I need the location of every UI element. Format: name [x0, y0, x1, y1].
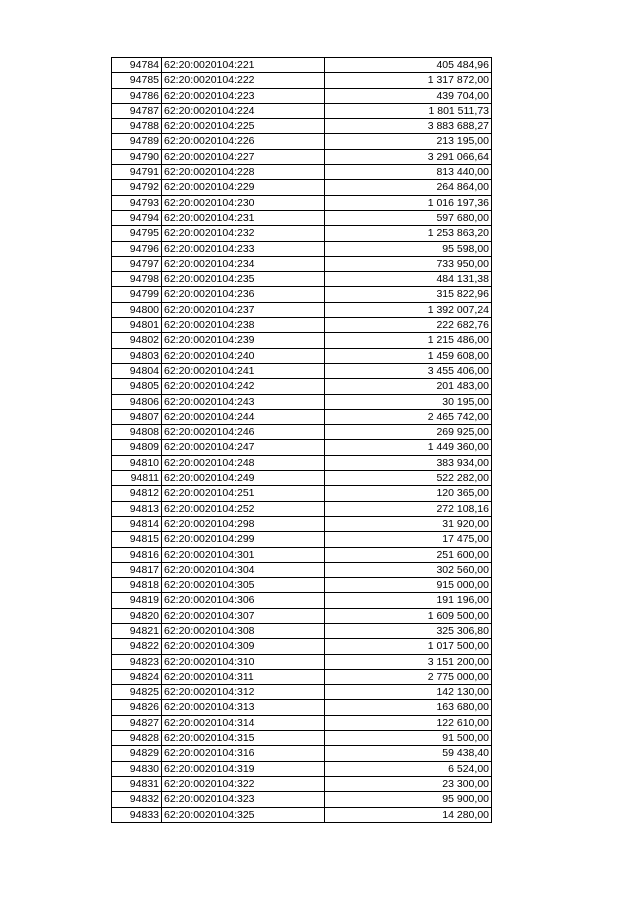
- table-row: [112, 363, 492, 378]
- table-row: [112, 455, 492, 470]
- cadastral-number-cell: 62:20:0020104:231: [162, 210, 325, 225]
- table-row: [112, 73, 492, 88]
- value-cell: 213 195,00: [325, 134, 492, 149]
- table-row: [112, 226, 492, 241]
- value-cell: 1 801 511,73: [325, 103, 492, 118]
- value-cell: 23 300,00: [325, 776, 492, 791]
- cadastral-number-cell: 62:20:0020104:309: [162, 639, 325, 654]
- row-id-cell: 94824: [112, 669, 162, 684]
- cadastral-number-cell: 62:20:0020104:313: [162, 700, 325, 715]
- table-row: [112, 654, 492, 669]
- table-row: [112, 149, 492, 164]
- row-id-cell: 94811: [112, 471, 162, 486]
- cadastral-number-cell: 62:20:0020104:247: [162, 440, 325, 455]
- cadastral-number-cell: 62:20:0020104:236: [162, 287, 325, 302]
- table-row: [112, 58, 492, 73]
- cadastral-number-cell: 62:20:0020104:325: [162, 807, 325, 822]
- value-cell: 269 925,00: [325, 425, 492, 440]
- cadastral-number-cell: 62:20:0020104:241: [162, 363, 325, 378]
- cadastral-number-cell: 62:20:0020104:225: [162, 119, 325, 134]
- row-id-cell: 94823: [112, 654, 162, 669]
- value-cell: 405 484,96: [325, 58, 492, 73]
- table-row: [112, 180, 492, 195]
- cadastral-number-cell: 62:20:0020104:298: [162, 516, 325, 531]
- row-id-cell: 94786: [112, 88, 162, 103]
- row-id-cell: 94791: [112, 165, 162, 180]
- row-id-cell: 94806: [112, 394, 162, 409]
- table-row: [112, 486, 492, 501]
- row-id-cell: 94803: [112, 348, 162, 363]
- row-id-cell: 94821: [112, 623, 162, 638]
- row-id-cell: 94809: [112, 440, 162, 455]
- table-row: [112, 302, 492, 317]
- cadastral-number-cell: 62:20:0020104:233: [162, 241, 325, 256]
- table-row: [112, 119, 492, 134]
- table-row: [112, 103, 492, 118]
- cadastral-number-cell: 62:20:0020104:306: [162, 593, 325, 608]
- value-cell: 31 920,00: [325, 516, 492, 531]
- value-cell: 1 317 872,00: [325, 73, 492, 88]
- value-cell: 315 822,96: [325, 287, 492, 302]
- row-id-cell: 94822: [112, 639, 162, 654]
- value-cell: 30 195,00: [325, 394, 492, 409]
- row-id-cell: 94794: [112, 210, 162, 225]
- cadastral-number-cell: 62:20:0020104:304: [162, 562, 325, 577]
- value-cell: 201 483,00: [325, 379, 492, 394]
- value-cell: 1 449 360,00: [325, 440, 492, 455]
- row-id-cell: 94826: [112, 700, 162, 715]
- value-cell: 813 440,00: [325, 165, 492, 180]
- value-cell: 122 610,00: [325, 715, 492, 730]
- table-row: [112, 134, 492, 149]
- table-row: [112, 578, 492, 593]
- row-id-cell: 94793: [112, 195, 162, 210]
- value-cell: 1 016 197,36: [325, 195, 492, 210]
- value-cell: 142 130,00: [325, 685, 492, 700]
- row-id-cell: 94804: [112, 363, 162, 378]
- value-cell: 3 455 406,00: [325, 363, 492, 378]
- table-row: [112, 593, 492, 608]
- value-cell: 597 680,00: [325, 210, 492, 225]
- cadastral-number-cell: 62:20:0020104:234: [162, 256, 325, 271]
- cadastral-number-cell: 62:20:0020104:242: [162, 379, 325, 394]
- row-id-cell: 94796: [112, 241, 162, 256]
- cadastral-number-cell: 62:20:0020104:239: [162, 333, 325, 348]
- table-row: [112, 394, 492, 409]
- value-cell: 1 215 486,00: [325, 333, 492, 348]
- value-cell: 95 598,00: [325, 241, 492, 256]
- cadastral-number-cell: 62:20:0020104:230: [162, 195, 325, 210]
- cadastral-number-cell: 62:20:0020104:222: [162, 73, 325, 88]
- row-id-cell: 94805: [112, 379, 162, 394]
- table-row: [112, 287, 492, 302]
- cadastral-number-cell: 62:20:0020104:249: [162, 471, 325, 486]
- value-cell: 17 475,00: [325, 532, 492, 547]
- cadastral-number-cell: 62:20:0020104:240: [162, 348, 325, 363]
- value-cell: 222 682,76: [325, 318, 492, 333]
- value-cell: 272 108,16: [325, 501, 492, 516]
- value-cell: 163 680,00: [325, 700, 492, 715]
- table-row: [112, 685, 492, 700]
- table-row: [112, 761, 492, 776]
- value-cell: 3 291 066,64: [325, 149, 492, 164]
- value-cell: 915 000,00: [325, 578, 492, 593]
- row-id-cell: 94798: [112, 272, 162, 287]
- table-row: [112, 715, 492, 730]
- value-cell: 191 196,00: [325, 593, 492, 608]
- cadastral-number-cell: 62:20:0020104:305: [162, 578, 325, 593]
- table-body: [112, 58, 492, 823]
- row-id-cell: 94817: [112, 562, 162, 577]
- row-id-cell: 94797: [112, 256, 162, 271]
- table-row: [112, 700, 492, 715]
- cadastral-number-cell: 62:20:0020104:243: [162, 394, 325, 409]
- table-row: [112, 333, 492, 348]
- table-row: [112, 165, 492, 180]
- table-row: [112, 272, 492, 287]
- cadastral-number-cell: 62:20:0020104:223: [162, 88, 325, 103]
- value-cell: 59 438,40: [325, 746, 492, 761]
- cadastral-number-cell: 62:20:0020104:299: [162, 532, 325, 547]
- value-cell: 1 609 500,00: [325, 608, 492, 623]
- value-cell: 3 151 200,00: [325, 654, 492, 669]
- cadastral-number-cell: 62:20:0020104:323: [162, 792, 325, 807]
- value-cell: 264 864,00: [325, 180, 492, 195]
- table-row: [112, 516, 492, 531]
- cadastral-number-cell: 62:20:0020104:246: [162, 425, 325, 440]
- cadastral-value-table: [111, 57, 492, 823]
- row-id-cell: 94813: [112, 501, 162, 516]
- row-id-cell: 94810: [112, 455, 162, 470]
- cadastral-number-cell: 62:20:0020104:319: [162, 761, 325, 776]
- row-id-cell: 94827: [112, 715, 162, 730]
- table-row: [112, 348, 492, 363]
- table-row: [112, 639, 492, 654]
- table-row: [112, 807, 492, 822]
- row-id-cell: 94800: [112, 302, 162, 317]
- row-id-cell: 94799: [112, 287, 162, 302]
- row-id-cell: 94832: [112, 792, 162, 807]
- table-row: [112, 501, 492, 516]
- row-id-cell: 94787: [112, 103, 162, 118]
- row-id-cell: 94785: [112, 73, 162, 88]
- value-cell: 91 500,00: [325, 731, 492, 746]
- value-cell: 1 253 863,20: [325, 226, 492, 241]
- cadastral-number-cell: 62:20:0020104:312: [162, 685, 325, 700]
- cadastral-number-cell: 62:20:0020104:251: [162, 486, 325, 501]
- cadastral-number-cell: 62:20:0020104:248: [162, 455, 325, 470]
- value-cell: 522 282,00: [325, 471, 492, 486]
- row-id-cell: 94818: [112, 578, 162, 593]
- cadastral-number-cell: 62:20:0020104:232: [162, 226, 325, 241]
- value-cell: 14 280,00: [325, 807, 492, 822]
- value-cell: 1 017 500,00: [325, 639, 492, 654]
- cadastral-number-cell: 62:20:0020104:226: [162, 134, 325, 149]
- table-row: [112, 256, 492, 271]
- table-row: [112, 746, 492, 761]
- cadastral-number-cell: 62:20:0020104:237: [162, 302, 325, 317]
- value-cell: 439 704,00: [325, 88, 492, 103]
- row-id-cell: 94801: [112, 318, 162, 333]
- row-id-cell: 94833: [112, 807, 162, 822]
- cadastral-number-cell: 62:20:0020104:235: [162, 272, 325, 287]
- table-row: [112, 532, 492, 547]
- table-row: [112, 409, 492, 424]
- table-row: [112, 195, 492, 210]
- value-cell: 1 392 007,24: [325, 302, 492, 317]
- row-id-cell: 94789: [112, 134, 162, 149]
- cadastral-number-cell: 62:20:0020104:228: [162, 165, 325, 180]
- cadastral-number-cell: 62:20:0020104:252: [162, 501, 325, 516]
- row-id-cell: 94829: [112, 746, 162, 761]
- cadastral-number-cell: 62:20:0020104:244: [162, 409, 325, 424]
- table-row: [112, 792, 492, 807]
- table-row: [112, 241, 492, 256]
- table-row: [112, 471, 492, 486]
- table-row: [112, 88, 492, 103]
- cadastral-number-cell: 62:20:0020104:307: [162, 608, 325, 623]
- value-cell: 251 600,00: [325, 547, 492, 562]
- row-id-cell: 94807: [112, 409, 162, 424]
- value-cell: 6 524,00: [325, 761, 492, 776]
- table-row: [112, 669, 492, 684]
- value-cell: 302 560,00: [325, 562, 492, 577]
- table-row: [112, 425, 492, 440]
- table-row: [112, 731, 492, 746]
- row-id-cell: 94788: [112, 119, 162, 134]
- row-id-cell: 94792: [112, 180, 162, 195]
- row-id-cell: 94814: [112, 516, 162, 531]
- row-id-cell: 94795: [112, 226, 162, 241]
- row-id-cell: 94830: [112, 761, 162, 776]
- table-row: [112, 318, 492, 333]
- table-row: [112, 623, 492, 638]
- cadastral-number-cell: 62:20:0020104:224: [162, 103, 325, 118]
- row-id-cell: 94784: [112, 58, 162, 73]
- table-row: [112, 379, 492, 394]
- cadastral-number-cell: 62:20:0020104:238: [162, 318, 325, 333]
- value-cell: 383 934,00: [325, 455, 492, 470]
- value-cell: 325 306,80: [325, 623, 492, 638]
- row-id-cell: 94819: [112, 593, 162, 608]
- table-row: [112, 562, 492, 577]
- cadastral-number-cell: 62:20:0020104:315: [162, 731, 325, 746]
- value-cell: 2 775 000,00: [325, 669, 492, 684]
- value-cell: 120 365,00: [325, 486, 492, 501]
- cadastral-number-cell: 62:20:0020104:221: [162, 58, 325, 73]
- table-row: [112, 776, 492, 791]
- table-row: [112, 210, 492, 225]
- cadastral-number-cell: 62:20:0020104:311: [162, 669, 325, 684]
- cadastral-number-cell: 62:20:0020104:301: [162, 547, 325, 562]
- cadastral-number-cell: 62:20:0020104:322: [162, 776, 325, 791]
- row-id-cell: 94825: [112, 685, 162, 700]
- table-row: [112, 547, 492, 562]
- cadastral-number-cell: 62:20:0020104:229: [162, 180, 325, 195]
- cadastral-number-cell: 62:20:0020104:227: [162, 149, 325, 164]
- row-id-cell: 94831: [112, 776, 162, 791]
- row-id-cell: 94812: [112, 486, 162, 501]
- row-id-cell: 94802: [112, 333, 162, 348]
- row-id-cell: 94820: [112, 608, 162, 623]
- value-cell: 484 131,38: [325, 272, 492, 287]
- row-id-cell: 94790: [112, 149, 162, 164]
- table-row: [112, 608, 492, 623]
- value-cell: 2 465 742,00: [325, 409, 492, 424]
- cadastral-number-cell: 62:20:0020104:310: [162, 654, 325, 669]
- row-id-cell: 94816: [112, 547, 162, 562]
- row-id-cell: 94828: [112, 731, 162, 746]
- value-cell: 1 459 608,00: [325, 348, 492, 363]
- row-id-cell: 94815: [112, 532, 162, 547]
- value-cell: 3 883 688,27: [325, 119, 492, 134]
- cadastral-number-cell: 62:20:0020104:316: [162, 746, 325, 761]
- row-id-cell: 94808: [112, 425, 162, 440]
- value-cell: 733 950,00: [325, 256, 492, 271]
- cadastral-number-cell: 62:20:0020104:308: [162, 623, 325, 638]
- cadastral-number-cell: 62:20:0020104:314: [162, 715, 325, 730]
- value-cell: 95 900,00: [325, 792, 492, 807]
- table-row: [112, 440, 492, 455]
